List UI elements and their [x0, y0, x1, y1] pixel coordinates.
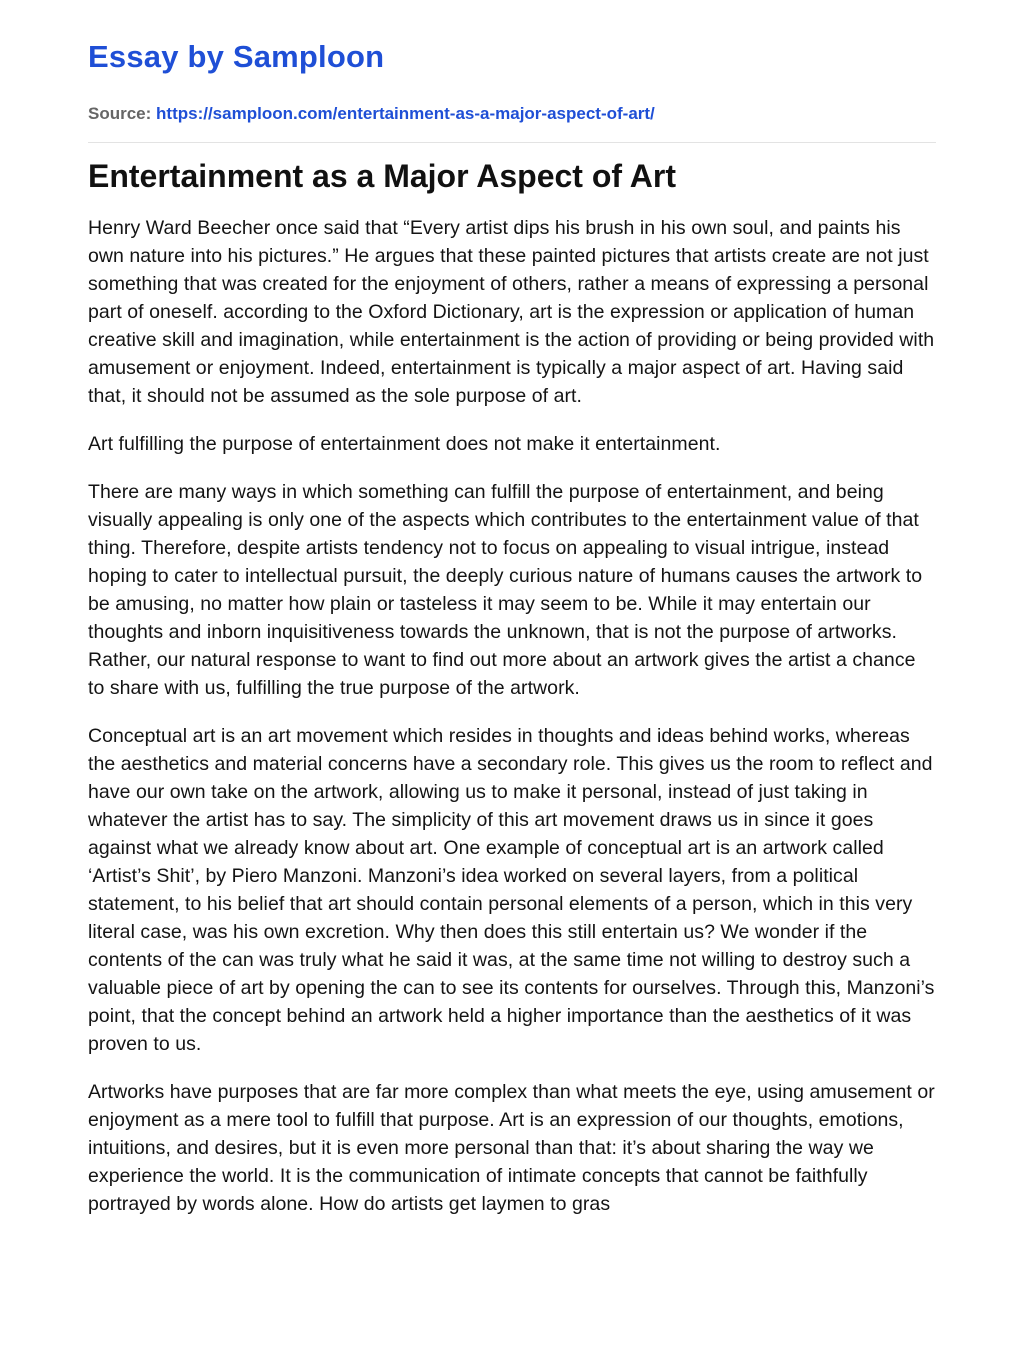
article-body	[88, 214, 936, 1218]
header-divider	[88, 142, 936, 143]
article-paragraph-5: Artworks have purposes that are far more complex than what meets the eye, using amusement or enjoyment as a mere tool to fulfill that purpose. Art is an expression of our thoughts, emotions, intuitions, and desires, but it is even more personal than that: it’s about sharing the way we experience the world. It is the communication of intimate concepts that cannot be faithfully portrayed by words alone. How do artists get laymen to gras	[88, 1081, 935, 1215]
article-paragraph-1: Henry Ward Beecher once said that “Every artist dips his brush in his own soul, and paints his own nature into his pictures.” He argues that these painted pictures that artists create are not just something that was created for the enjoyment of others, rather a means of expressing a personal part of oneself. according to the Oxford Dictionary, art is the expression or application of human creative skill and imagination, while entertainment is the action of providing or being provided with amusement or enjoyment. Indeed, entertainment is typically a major aspect of art. Having said that, it should not be assumed as the sole purpose of art.	[88, 217, 935, 407]
article-title: Entertainment as a Major Aspect of Art	[88, 158, 676, 194]
source-link[interactable]: https://samploon.com/entertainment-as-a-major-aspect-of-art/	[156, 104, 655, 123]
article-paragraph-3: There are many ways in which something can fulfill the purpose of entertainment, and being visually appealing is only one of the aspects which contributes to the entertainment value of that thing. Therefore, despite artists tendency not to focus on appealing to visual intrigue, instead hoping to cater to intellectual pursuit, the deeply curious nature of humans causes the artwork to be amusing, no matter how plain or tasteless it may seem to be. While it may entertain our thoughts and inborn inquisitiveness towards the unknown, that is not the purpose of artworks. Rather, our natural response to want to find out more about an artwork gives the artist a chance to share with us, fulfilling the true purpose of the artwork.	[88, 481, 923, 699]
source-line	[88, 103, 936, 125]
article-paragraph-4: Conceptual art is an art movement which resides in thoughts and ideas behind works, whereas the aesthetics and material concerns have a secondary role. This gives us the room to reflect and have our own take on the artwork, allowing us to make it personal, instead of just taking in whatever the artist has to say. The simplicity of this art movement draws us in since it goes against what we already know about art. One example of conceptual art is an artwork called ‘Artist’s Shit’, by Piero Manzoni. Manzoni’s idea worked on several layers, from a political statement, to his belief that art should contain personal elements of a person, which in this very literal case, was his own excretion. Why then does this still entertain us? We wonder if the contents of the can was truly what he said it was, at the same time not willing to destroy such a valuable piece of art by opening the can to see its contents for ourselves. Through this, Manzoni’s point, that the concept behind an artwork held a higher importance than the aesthetics of it was proven to us.	[88, 725, 935, 1055]
brand-title: Essay by Samploon	[88, 39, 385, 74]
source-label: Source:	[88, 104, 152, 123]
article-paragraph-2: Art fulfilling the purpose of entertainment does not make it entertainment.	[88, 433, 721, 455]
